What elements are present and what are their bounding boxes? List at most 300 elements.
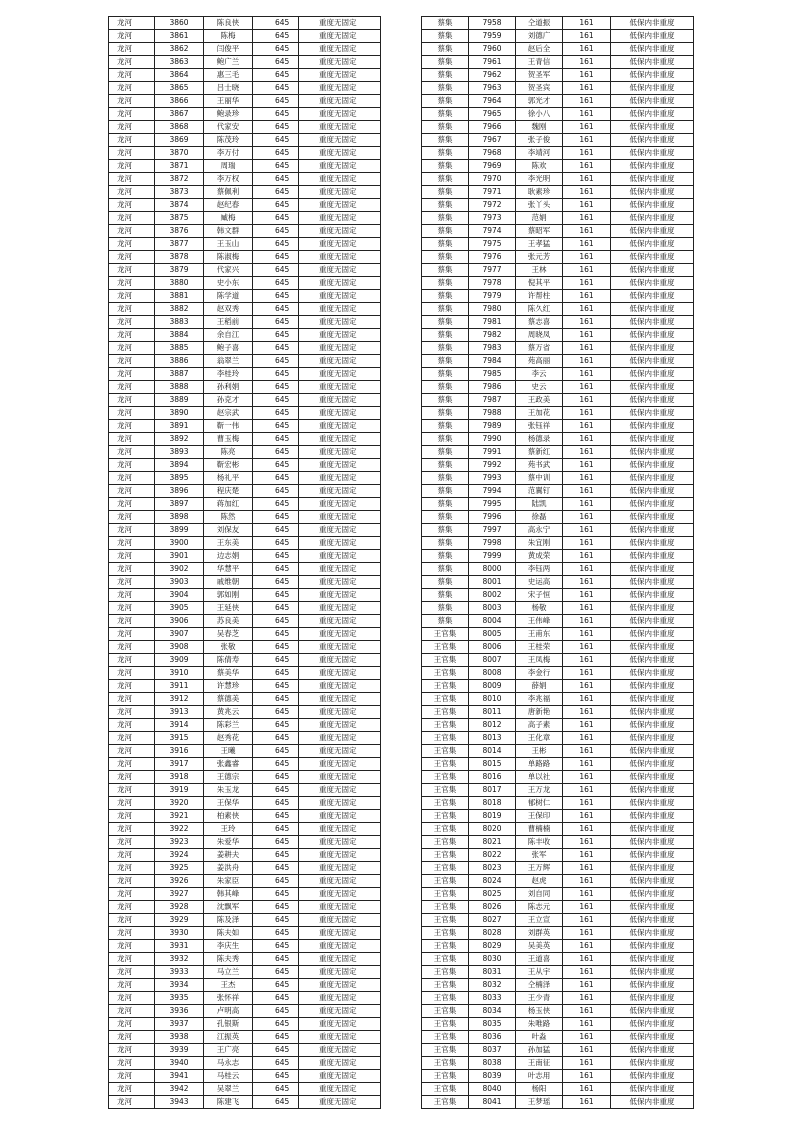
category-cell: 重度无固定 <box>299 693 381 706</box>
amount-cell: 161 <box>563 979 611 992</box>
town-cell: 蔡集 <box>422 95 469 108</box>
amount-cell: 161 <box>563 342 611 355</box>
amount-cell: 161 <box>563 433 611 446</box>
category-cell: 低保内非重度 <box>611 888 694 901</box>
name-cell: 单路路 <box>516 758 563 771</box>
category-cell: 重度无固定 <box>299 667 381 680</box>
table-row <box>422 615 694 628</box>
table-row <box>422 563 694 576</box>
category-cell: 重度无固定 <box>299 459 381 472</box>
table-row <box>109 147 381 160</box>
serial-cell: 7960 <box>469 43 516 56</box>
category-cell: 低保内非重度 <box>611 628 694 641</box>
amount-cell: 645 <box>253 641 299 654</box>
table-row <box>422 30 694 43</box>
town-cell: 王官集 <box>422 693 469 706</box>
category-cell: 低保内非重度 <box>611 667 694 680</box>
table-row <box>109 303 381 316</box>
town-cell: 龙河 <box>109 1031 155 1044</box>
category-cell: 低保内非重度 <box>611 1018 694 1031</box>
name-cell: 王梦瑶 <box>516 1096 563 1109</box>
town-cell: 蔡集 <box>422 212 469 225</box>
town-cell: 蔡集 <box>422 69 469 82</box>
town-cell: 龙河 <box>109 1018 155 1031</box>
table-row <box>109 290 381 303</box>
town-cell: 王官集 <box>422 745 469 758</box>
serial-cell: 7993 <box>469 472 516 485</box>
table-row <box>109 1083 381 1096</box>
town-cell: 王官集 <box>422 914 469 927</box>
table-row <box>422 212 694 225</box>
serial-cell: 3918 <box>155 771 204 784</box>
amount-cell: 161 <box>563 251 611 264</box>
serial-cell: 8027 <box>469 914 516 927</box>
name-cell: 张鑫睿 <box>204 758 253 771</box>
table-row <box>109 862 381 875</box>
name-cell: 陈夫如 <box>204 927 253 940</box>
name-cell: 杨德录 <box>516 433 563 446</box>
table-row <box>422 849 694 862</box>
category-cell: 低保内非重度 <box>611 225 694 238</box>
town-cell: 龙河 <box>109 875 155 888</box>
serial-cell: 3868 <box>155 121 204 134</box>
category-cell: 重度无固定 <box>299 654 381 667</box>
table-row <box>422 979 694 992</box>
category-cell: 重度无固定 <box>299 940 381 953</box>
table-row <box>109 238 381 251</box>
town-cell: 蔡集 <box>422 472 469 485</box>
serial-cell: 7975 <box>469 238 516 251</box>
town-cell: 龙河 <box>109 979 155 992</box>
name-cell: 郁树仁 <box>516 797 563 810</box>
name-cell: 贺圣军 <box>516 69 563 82</box>
name-cell: 王南征 <box>516 1057 563 1070</box>
table-row <box>422 550 694 563</box>
table-row <box>109 381 381 394</box>
name-cell: 苑高丽 <box>516 355 563 368</box>
serial-cell: 3872 <box>155 173 204 186</box>
category-cell: 低保内非重度 <box>611 498 694 511</box>
town-cell: 蔡集 <box>422 576 469 589</box>
town-cell: 龙河 <box>109 862 155 875</box>
name-cell: 郭如刚 <box>204 589 253 602</box>
town-cell: 龙河 <box>109 225 155 238</box>
serial-cell: 8033 <box>469 992 516 1005</box>
amount-cell: 645 <box>253 199 299 212</box>
name-cell: 陈彩兰 <box>204 719 253 732</box>
serial-cell: 3890 <box>155 407 204 420</box>
serial-cell: 8023 <box>469 862 516 875</box>
serial-cell: 3882 <box>155 303 204 316</box>
category-cell: 低保内非重度 <box>611 17 694 30</box>
amount-cell: 161 <box>563 914 611 927</box>
town-cell: 蔡集 <box>422 342 469 355</box>
serial-cell: 7997 <box>469 524 516 537</box>
town-cell: 龙河 <box>109 69 155 82</box>
name-cell: 代家兴 <box>204 264 253 277</box>
town-cell: 龙河 <box>109 355 155 368</box>
category-cell: 低保内非重度 <box>611 992 694 1005</box>
town-cell: 龙河 <box>109 901 155 914</box>
name-cell: 王稻前 <box>204 316 253 329</box>
amount-cell: 645 <box>253 17 299 30</box>
amount-cell: 161 <box>563 199 611 212</box>
amount-cell: 645 <box>253 95 299 108</box>
amount-cell: 161 <box>563 225 611 238</box>
table-row <box>422 862 694 875</box>
amount-cell: 645 <box>253 82 299 95</box>
table-row <box>109 758 381 771</box>
amount-cell: 645 <box>253 732 299 745</box>
category-cell: 低保内非重度 <box>611 914 694 927</box>
name-cell: 张怀祥 <box>204 992 253 1005</box>
name-cell: 陈志元 <box>516 901 563 914</box>
name-cell: 王保印 <box>516 810 563 823</box>
table-row <box>109 30 381 43</box>
category-cell: 低保内非重度 <box>611 1005 694 1018</box>
serial-cell: 3880 <box>155 277 204 290</box>
table-row <box>422 472 694 485</box>
amount-cell: 161 <box>563 537 611 550</box>
town-cell: 王官集 <box>422 1031 469 1044</box>
category-cell: 低保内非重度 <box>611 862 694 875</box>
serial-cell: 7965 <box>469 108 516 121</box>
amount-cell: 161 <box>563 329 611 342</box>
name-cell: 史云 <box>516 381 563 394</box>
serial-cell: 3940 <box>155 1057 204 1070</box>
name-cell: 王丽华 <box>204 95 253 108</box>
table-row <box>109 459 381 472</box>
town-cell: 蔡集 <box>422 43 469 56</box>
serial-cell: 8034 <box>469 1005 516 1018</box>
town-cell: 龙河 <box>109 108 155 121</box>
amount-cell: 161 <box>563 212 611 225</box>
category-cell: 重度无固定 <box>299 381 381 394</box>
amount-cell: 645 <box>253 147 299 160</box>
town-cell: 龙河 <box>109 836 155 849</box>
serial-cell: 3915 <box>155 732 204 745</box>
amount-cell: 161 <box>563 173 611 186</box>
name-cell: 靳一伟 <box>204 420 253 433</box>
category-cell: 重度无固定 <box>299 1031 381 1044</box>
table-row <box>422 914 694 927</box>
name-cell: 薛娟 <box>516 680 563 693</box>
table-row <box>109 43 381 56</box>
category-cell: 低保内非重度 <box>611 381 694 394</box>
name-cell: 周晓凤 <box>516 329 563 342</box>
serial-cell: 7978 <box>469 277 516 290</box>
town-cell: 龙河 <box>109 758 155 771</box>
serial-cell: 8003 <box>469 602 516 615</box>
town-cell: 龙河 <box>109 459 155 472</box>
serial-cell: 3907 <box>155 628 204 641</box>
serial-cell: 7972 <box>469 199 516 212</box>
amount-cell: 645 <box>253 446 299 459</box>
table-row <box>422 589 694 602</box>
table-row <box>422 758 694 771</box>
table-row <box>109 1044 381 1057</box>
amount-cell: 161 <box>563 394 611 407</box>
serial-cell: 3889 <box>155 394 204 407</box>
category-cell: 重度无固定 <box>299 745 381 758</box>
town-cell: 龙河 <box>109 537 155 550</box>
category-cell: 重度无固定 <box>299 680 381 693</box>
amount-cell: 645 <box>253 1057 299 1070</box>
category-cell: 重度无固定 <box>299 732 381 745</box>
name-cell: 王加花 <box>516 407 563 420</box>
name-cell: 王凤梅 <box>516 654 563 667</box>
category-cell: 重度无固定 <box>299 784 381 797</box>
category-cell: 低保内非重度 <box>611 134 694 147</box>
town-cell: 龙河 <box>109 121 155 134</box>
amount-cell: 161 <box>563 563 611 576</box>
serial-cell: 7976 <box>469 251 516 264</box>
name-cell: 马立兰 <box>204 966 253 979</box>
table-row <box>109 225 381 238</box>
table-row <box>422 1044 694 1057</box>
amount-cell: 645 <box>253 472 299 485</box>
table-row <box>109 680 381 693</box>
table-row <box>422 108 694 121</box>
table-row <box>422 290 694 303</box>
town-cell: 龙河 <box>109 641 155 654</box>
table-row <box>109 576 381 589</box>
serial-cell: 3881 <box>155 290 204 303</box>
category-cell: 低保内非重度 <box>611 706 694 719</box>
name-cell: 王彬 <box>516 745 563 758</box>
name-cell: 唐新艳 <box>516 706 563 719</box>
town-cell: 王官集 <box>422 1096 469 1109</box>
table-row <box>422 121 694 134</box>
table-row <box>422 264 694 277</box>
serial-cell: 7995 <box>469 498 516 511</box>
amount-cell: 161 <box>563 303 611 316</box>
table-row <box>422 693 694 706</box>
town-cell: 龙河 <box>109 511 155 524</box>
table-row <box>422 173 694 186</box>
town-cell: 龙河 <box>109 264 155 277</box>
name-cell: 陈亮 <box>204 446 253 459</box>
category-cell: 低保内非重度 <box>611 160 694 173</box>
table-row <box>109 719 381 732</box>
serial-cell: 3905 <box>155 602 204 615</box>
table-row <box>422 628 694 641</box>
town-cell: 蔡集 <box>422 56 469 69</box>
name-cell: 范翼钉 <box>516 485 563 498</box>
town-cell: 王官集 <box>422 888 469 901</box>
amount-cell: 161 <box>563 69 611 82</box>
serial-cell: 3879 <box>155 264 204 277</box>
amount-cell: 161 <box>563 810 611 823</box>
table-row <box>422 1096 694 1109</box>
table-row <box>109 641 381 654</box>
category-cell: 低保内非重度 <box>611 420 694 433</box>
category-cell: 重度无固定 <box>299 498 381 511</box>
amount-cell: 645 <box>253 758 299 771</box>
table-row <box>422 511 694 524</box>
name-cell: 朱爱华 <box>204 836 253 849</box>
amount-cell: 161 <box>563 121 611 134</box>
serial-cell: 3922 <box>155 823 204 836</box>
name-cell: 孔银斯 <box>204 1018 253 1031</box>
table-row <box>422 1057 694 1070</box>
category-cell: 低保内非重度 <box>611 251 694 264</box>
table-row <box>422 823 694 836</box>
town-cell: 龙河 <box>109 485 155 498</box>
category-cell: 低保内非重度 <box>611 472 694 485</box>
town-cell: 王官集 <box>422 784 469 797</box>
category-cell: 低保内非重度 <box>611 732 694 745</box>
amount-cell: 161 <box>563 576 611 589</box>
table-row <box>422 433 694 446</box>
category-cell: 重度无固定 <box>299 199 381 212</box>
category-cell: 重度无固定 <box>299 30 381 43</box>
table-row <box>109 446 381 459</box>
table-row <box>109 407 381 420</box>
serial-cell: 7961 <box>469 56 516 69</box>
table-row <box>422 706 694 719</box>
table-row <box>109 966 381 979</box>
name-cell: 孙加猛 <box>516 1044 563 1057</box>
category-cell: 重度无固定 <box>299 368 381 381</box>
serial-cell: 3876 <box>155 225 204 238</box>
name-cell: 陈然 <box>204 511 253 524</box>
category-cell: 重度无固定 <box>299 355 381 368</box>
serial-cell: 3912 <box>155 693 204 706</box>
name-cell: 刘自同 <box>516 888 563 901</box>
table-row <box>422 784 694 797</box>
town-cell: 龙河 <box>109 173 155 186</box>
amount-cell: 161 <box>563 498 611 511</box>
category-cell: 低保内非重度 <box>611 199 694 212</box>
table-row <box>422 56 694 69</box>
name-cell: 蒋加红 <box>204 498 253 511</box>
serial-cell: 8013 <box>469 732 516 745</box>
amount-cell: 161 <box>563 992 611 1005</box>
amount-cell: 645 <box>253 1031 299 1044</box>
name-cell: 张钰祥 <box>516 420 563 433</box>
serial-cell: 3899 <box>155 524 204 537</box>
name-cell: 张军 <box>516 849 563 862</box>
name-cell: 边志娟 <box>204 550 253 563</box>
town-cell: 龙河 <box>109 966 155 979</box>
amount-cell: 161 <box>563 524 611 537</box>
town-cell: 龙河 <box>109 277 155 290</box>
town-cell: 蔡集 <box>422 537 469 550</box>
table-row <box>422 1070 694 1083</box>
name-cell: 张丫头 <box>516 199 563 212</box>
serial-cell: 7969 <box>469 160 516 173</box>
serial-cell: 3941 <box>155 1070 204 1083</box>
category-cell: 重度无固定 <box>299 134 381 147</box>
category-cell: 低保内非重度 <box>611 745 694 758</box>
table-row <box>109 251 381 264</box>
serial-cell: 3875 <box>155 212 204 225</box>
serial-cell: 8012 <box>469 719 516 732</box>
table-row <box>109 693 381 706</box>
table-row <box>109 940 381 953</box>
category-cell: 重度无固定 <box>299 17 381 30</box>
name-cell: 朱宜刚 <box>516 537 563 550</box>
amount-cell: 645 <box>253 316 299 329</box>
category-cell: 低保内非重度 <box>611 771 694 784</box>
serial-cell: 7963 <box>469 82 516 95</box>
town-cell: 龙河 <box>109 394 155 407</box>
town-cell: 龙河 <box>109 1096 155 1109</box>
right-table-body <box>422 17 694 1109</box>
amount-cell: 645 <box>253 407 299 420</box>
amount-cell: 161 <box>563 771 611 784</box>
town-cell: 蔡集 <box>422 173 469 186</box>
name-cell: 苏良美 <box>204 615 253 628</box>
town-cell: 龙河 <box>109 82 155 95</box>
serial-cell: 7958 <box>469 17 516 30</box>
serial-cell: 3863 <box>155 56 204 69</box>
town-cell: 蔡集 <box>422 602 469 615</box>
amount-cell: 161 <box>563 888 611 901</box>
category-cell: 低保内非重度 <box>611 329 694 342</box>
name-cell: 史小东 <box>204 277 253 290</box>
serial-cell: 3926 <box>155 875 204 888</box>
name-cell: 韩文群 <box>204 225 253 238</box>
amount-cell: 161 <box>563 368 611 381</box>
category-cell: 低保内非重度 <box>611 810 694 823</box>
serial-cell: 3860 <box>155 17 204 30</box>
serial-cell: 7974 <box>469 225 516 238</box>
name-cell: 王延侠 <box>204 602 253 615</box>
category-cell: 重度无固定 <box>299 264 381 277</box>
amount-cell: 161 <box>563 667 611 680</box>
category-cell: 重度无固定 <box>299 316 381 329</box>
amount-cell: 645 <box>253 277 299 290</box>
town-cell: 龙河 <box>109 680 155 693</box>
serial-cell: 7968 <box>469 147 516 160</box>
amount-cell: 161 <box>563 472 611 485</box>
amount-cell: 645 <box>253 810 299 823</box>
amount-cell: 161 <box>563 108 611 121</box>
town-cell: 蔡集 <box>422 615 469 628</box>
category-cell: 重度无固定 <box>299 511 381 524</box>
amount-cell: 161 <box>563 1005 611 1018</box>
town-cell: 蔡集 <box>422 420 469 433</box>
serial-cell: 8004 <box>469 615 516 628</box>
category-cell: 重度无固定 <box>299 433 381 446</box>
category-cell: 低保内非重度 <box>611 290 694 303</box>
serial-cell: 3908 <box>155 641 204 654</box>
serial-cell: 7999 <box>469 550 516 563</box>
category-cell: 低保内非重度 <box>611 1044 694 1057</box>
town-cell: 蔡集 <box>422 563 469 576</box>
amount-cell: 645 <box>253 992 299 1005</box>
serial-cell: 8038 <box>469 1057 516 1070</box>
amount-cell: 645 <box>253 56 299 69</box>
serial-cell: 3871 <box>155 160 204 173</box>
name-cell: 倪其平 <box>516 277 563 290</box>
name-cell: 朱家臣 <box>204 875 253 888</box>
town-cell: 龙河 <box>109 329 155 342</box>
left-roster-table <box>108 16 381 1109</box>
name-cell: 陈丰收 <box>516 836 563 849</box>
table-row <box>109 199 381 212</box>
amount-cell: 161 <box>563 511 611 524</box>
town-cell: 蔡集 <box>422 381 469 394</box>
name-cell: 马永志 <box>204 1057 253 1070</box>
amount-cell: 645 <box>253 888 299 901</box>
table-row <box>109 875 381 888</box>
category-cell: 重度无固定 <box>299 771 381 784</box>
town-cell: 龙河 <box>109 95 155 108</box>
category-cell: 重度无固定 <box>299 485 381 498</box>
